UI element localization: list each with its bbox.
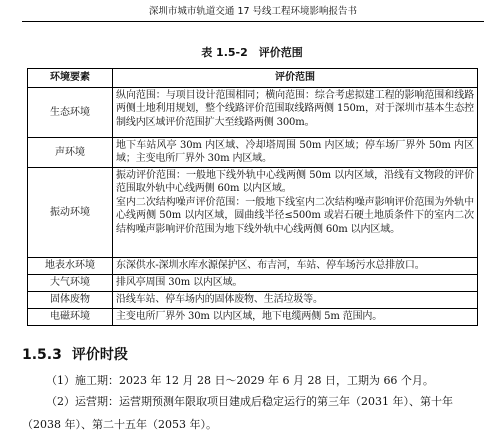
header-rule [22, 21, 484, 22]
table-row [28, 88, 478, 138]
column-header-factor: 环境要素 [28, 69, 113, 88]
table-row [28, 258, 478, 275]
factor-cell: 大气环境 [28, 275, 113, 292]
range-cell: 振动评价范围：一般地下线外轨中心线两侧 50m 以内区域，沿线有文物段的评价范围取外轨中心线两侧 60m 以内区域。 室内二次结构噪声评价范围：一般地下线室内二次结构噪声影响评价范围为外轨中心线两侧 50m 以内区域，圆曲线半径≤500m 或岩石硬土地质条件下的室内二次结构噪声影响评价范围为地下线外轨中心线两侧 60m 以内区域。 [113, 168, 478, 258]
factor-cell: 地表水环境 [28, 258, 113, 275]
table-row [28, 168, 478, 258]
table-header-row [28, 69, 478, 88]
table-row [28, 309, 478, 326]
table-title: 表 1.5-2 评价范围 [201, 46, 303, 59]
factor-cell: 生态环境 [28, 88, 113, 138]
section-number: 1.5.3 [22, 347, 62, 363]
range-cell: 主变电所厂界外 30m 以内区域，地下电缆两侧 5m 范围内。 [113, 309, 478, 326]
document-header: 深圳市城市轨道交通 17 号线工程环境影响报告书 [148, 6, 358, 17]
factor-cell: 固体废物 [28, 292, 113, 309]
range-cell: 纵向范围：与项目设计范围相同；横向范围：综合考虑拟建工程的影响范围和线路两侧土地利用规划，整个线路评价范围取线路两侧 150m，对于深圳市基本生态控制线内区域评价范围扩大至线路两侧 300m。 [113, 88, 478, 138]
range-cell: 地下车站风亭 30m 内区域、冷却塔周围 50m 内区域；停车场厂界外 50m 内区域；主变电所厂界外 30m 内区域。 [113, 138, 478, 168]
column-header-range: 评价范围 [113, 69, 478, 88]
range-cell: 沿线车站、停车场内的固体废物、生活垃圾等。 [113, 292, 478, 309]
factor-cell: 电磁环境 [28, 309, 113, 326]
evaluation-range-table [27, 68, 478, 326]
section-heading [22, 344, 128, 364]
section-title: 评价时段 [71, 347, 128, 363]
factor-cell: 振动环境 [28, 168, 113, 258]
paragraph-construction-period: （1）施工期：2023 年 12 月 28 日～2029 年 6 月 28 日，工期为 66 个月。 [46, 374, 434, 387]
range-cell: 排风亭周围 30m 以内区域。 [113, 275, 478, 292]
table-row [28, 292, 478, 309]
factor-cell: 声环境 [28, 138, 113, 168]
table-row [28, 275, 478, 292]
paragraph-operation-period: （2）运营期：运营期预测年限取项目建成后稳定运行的第三年（2031 年）、第十年（2038 年）、第二十五年（2053 年）。 [22, 395, 453, 431]
table-row [28, 138, 478, 168]
range-cell: 东深供水-深圳水库水源保护区、布吉河，车站、停车场污水总排放口。 [113, 258, 478, 275]
